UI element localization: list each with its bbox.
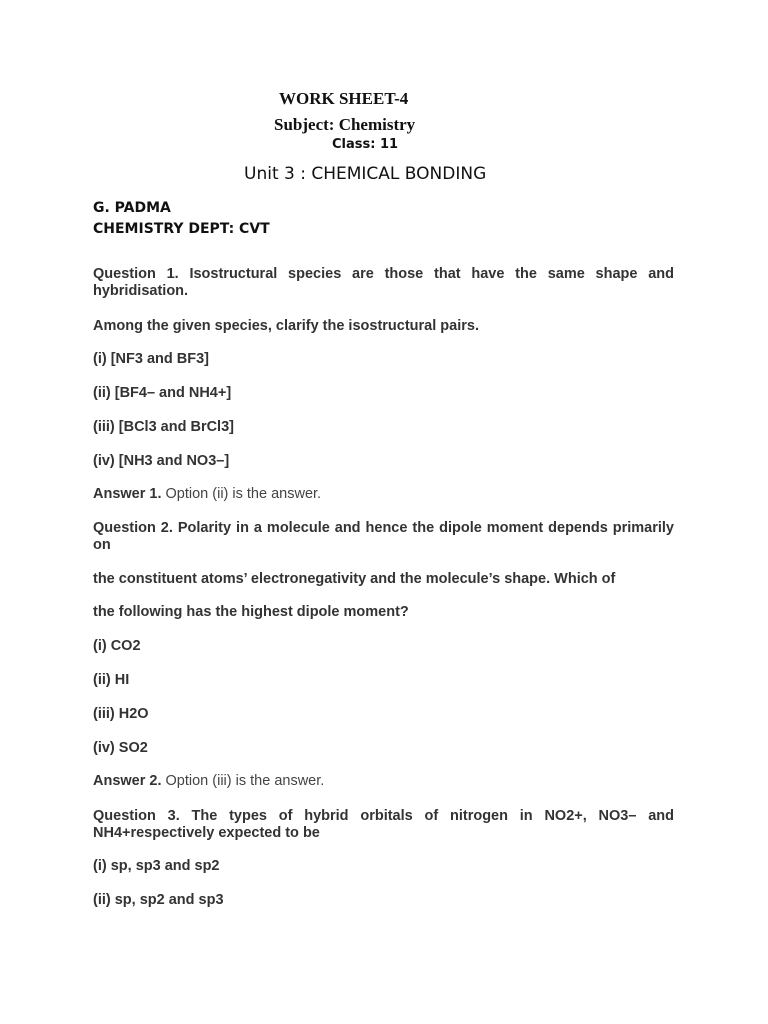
class-line: Class: 11 — [332, 137, 399, 152]
answer-1 — [93, 486, 674, 503]
question-2-option-1: (i) CO2 — [93, 638, 141, 654]
answer-1-label: Answer 1. — [93, 486, 162, 502]
question-3-option-1: (i) sp, sp3 and sp2 — [93, 858, 220, 874]
question-2-line-2: the constituent atoms’ electronegativity and the molecule’s shape. Which of — [93, 571, 616, 587]
question-2-option-3: (iii) H2O — [93, 706, 149, 722]
answer-2 — [93, 773, 674, 790]
question-3-text: Question 3. The types of hybrid orbitals of nitrogen in NO2+, NO3– and NH4+respectively expected to be — [93, 808, 674, 841]
question-3-option-2: (ii) sp, sp2 and sp3 — [93, 892, 224, 908]
question-1-prompt: Among the given species, clarify the isostructural pairs. — [93, 318, 479, 334]
question-2-option-4: (iv) SO2 — [93, 740, 148, 756]
question-2-option-2: (ii) HI — [93, 672, 130, 688]
question-1-text: Question 1. Isostructural species are those that have the same shape and hybridisation. — [93, 266, 674, 299]
question-1-option-3: (iii) [BCl3 and BrCl3] — [93, 419, 234, 435]
subject-line: Subject: Chemistry — [274, 115, 416, 134]
question-1-option-2: (ii) [BF4– and NH4+] — [93, 385, 232, 401]
department-line: CHEMISTRY DEPT: CVT — [93, 221, 270, 237]
unit-heading-text: Unit 3 : CHEMICAL BONDING — [244, 164, 487, 184]
answer-2-text: Option (iii) is the answer. — [161, 773, 325, 789]
unit-heading — [244, 164, 486, 184]
answer-1-text: Option (ii) is the answer. — [161, 486, 322, 502]
worksheet-title: WORK SHEET-4 — [279, 89, 409, 108]
question-2-line-3: the following has the highest dipole moment? — [93, 604, 409, 620]
question-2-text: Question 2. Polarity in a molecule and hence the dipole moment depends primarily on — [93, 520, 674, 553]
author-name: G. PADMA — [93, 200, 171, 216]
question-1-option-1: (i) [NF3 and BF3] — [93, 351, 209, 367]
answer-2-label: Answer 2. — [93, 773, 162, 789]
question-1-option-4: (iv) [NH3 and NO3–] — [93, 453, 230, 469]
